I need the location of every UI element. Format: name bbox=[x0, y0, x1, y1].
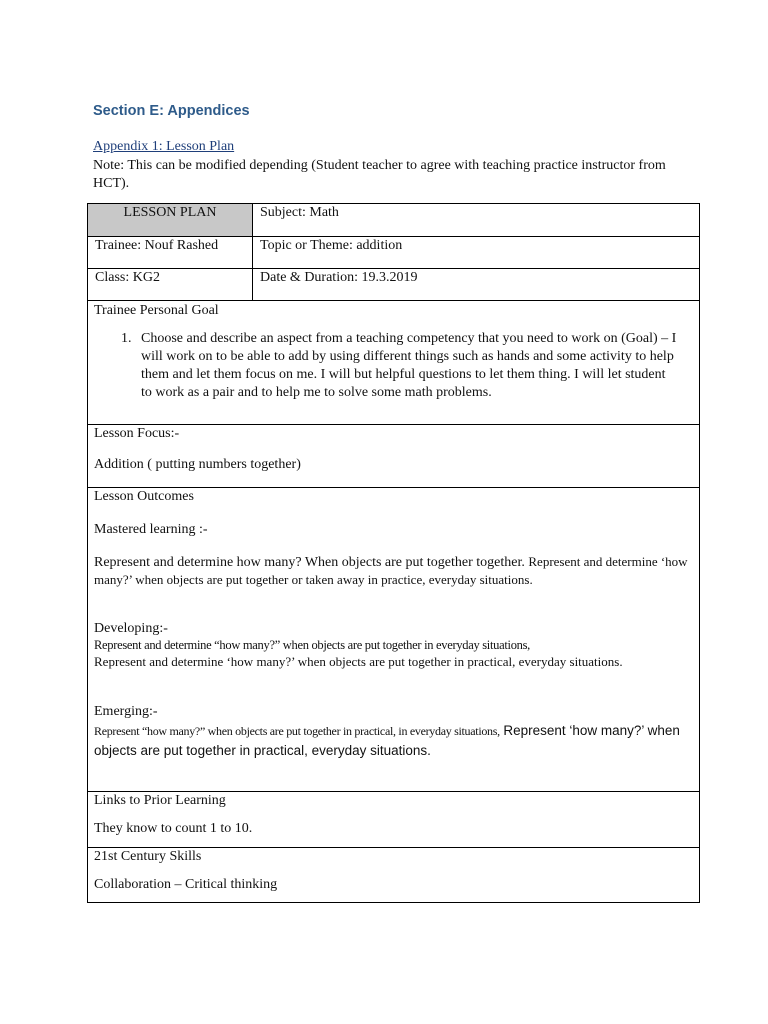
developing-text-b: Represent and determine ‘how many?’ when objects are put together in practical, everyday situations. bbox=[94, 654, 623, 669]
emerging-title: Emerging:- bbox=[94, 704, 158, 719]
outcomes-title: Lesson Outcomes bbox=[94, 489, 194, 504]
date-cell bbox=[253, 269, 699, 300]
table-row bbox=[88, 268, 699, 300]
lesson-outcomes-row bbox=[88, 487, 699, 791]
subject-text: Subject: Math bbox=[260, 205, 339, 220]
class-text: Class: KG2 bbox=[95, 270, 160, 285]
mastered-title: Mastered learning :- bbox=[94, 522, 208, 537]
focus-text: Addition ( putting numbers together) bbox=[94, 457, 301, 472]
lesson-plan-label: LESSON PLAN bbox=[123, 205, 217, 220]
trainee-text: Trainee: Nouf Rashed bbox=[95, 238, 219, 253]
topic-text: Topic or Theme: addition bbox=[260, 238, 403, 253]
emerging-text-a: Represent “how many?” when objects are put together in practical, in everyday situations, bbox=[94, 724, 500, 738]
date-text: Date & Duration: 19.3.2019 bbox=[260, 270, 418, 285]
topic-cell bbox=[253, 237, 699, 268]
goal-text: Choose and describe an aspect from a teaching competency that you need to work on (Goal) – I will work on to be able to add by using different things such as hands and some activity to help them and let them focus on me. I will but helpful questions to let them thing. I will let student to work as a pair and to help me to solve some math problems. bbox=[141, 331, 677, 400]
personal-goal-title: Trainee Personal Goal bbox=[94, 303, 219, 318]
class-cell bbox=[88, 269, 253, 300]
emerging-text bbox=[94, 721, 691, 761]
lesson-plan-table bbox=[87, 203, 700, 903]
mastered-text bbox=[94, 554, 691, 590]
focus-title: Lesson Focus:- bbox=[94, 426, 180, 441]
trainee-cell bbox=[88, 237, 253, 268]
skills-title: 21st Century Skills bbox=[94, 849, 202, 864]
lesson-plan-header-cell bbox=[88, 204, 253, 236]
table-row bbox=[88, 204, 699, 236]
prior-learning-row bbox=[88, 791, 699, 847]
developing-text-a: Represent and determine “how many?” when objects are put together in everyday situations, bbox=[94, 638, 530, 652]
mastered-text-a: Represent and determine how many? When objects are put together together. bbox=[94, 555, 525, 570]
note-text: Note: This can be modified depending (Student teacher to agree with teaching practice instructor from HCT). bbox=[93, 158, 666, 191]
emerging-text-b: Represent ‘how many?’ when objects are put together in practical, everyday situations. bbox=[94, 723, 680, 758]
table-row bbox=[88, 236, 699, 268]
prior-title: Links to Prior Learning bbox=[94, 793, 226, 808]
personal-goal-row bbox=[88, 300, 699, 424]
mastered-text-b: Represent and determine ‘how many?’ when objects are put together or taken away in practice, everyday situations. bbox=[94, 554, 688, 587]
lesson-focus-row bbox=[88, 424, 699, 487]
subject-cell bbox=[253, 204, 699, 236]
prior-text: They know to count 1 to 10. bbox=[94, 821, 253, 836]
goal-number: 1. bbox=[121, 331, 132, 346]
skills-row bbox=[88, 847, 699, 904]
appendix-link[interactable]: Appendix 1: Lesson Plan bbox=[93, 139, 235, 154]
developing-title: Developing:- bbox=[94, 621, 168, 636]
section-title: Section E: Appendices bbox=[93, 103, 250, 119]
skills-text: Collaboration – Critical thinking bbox=[94, 877, 278, 892]
